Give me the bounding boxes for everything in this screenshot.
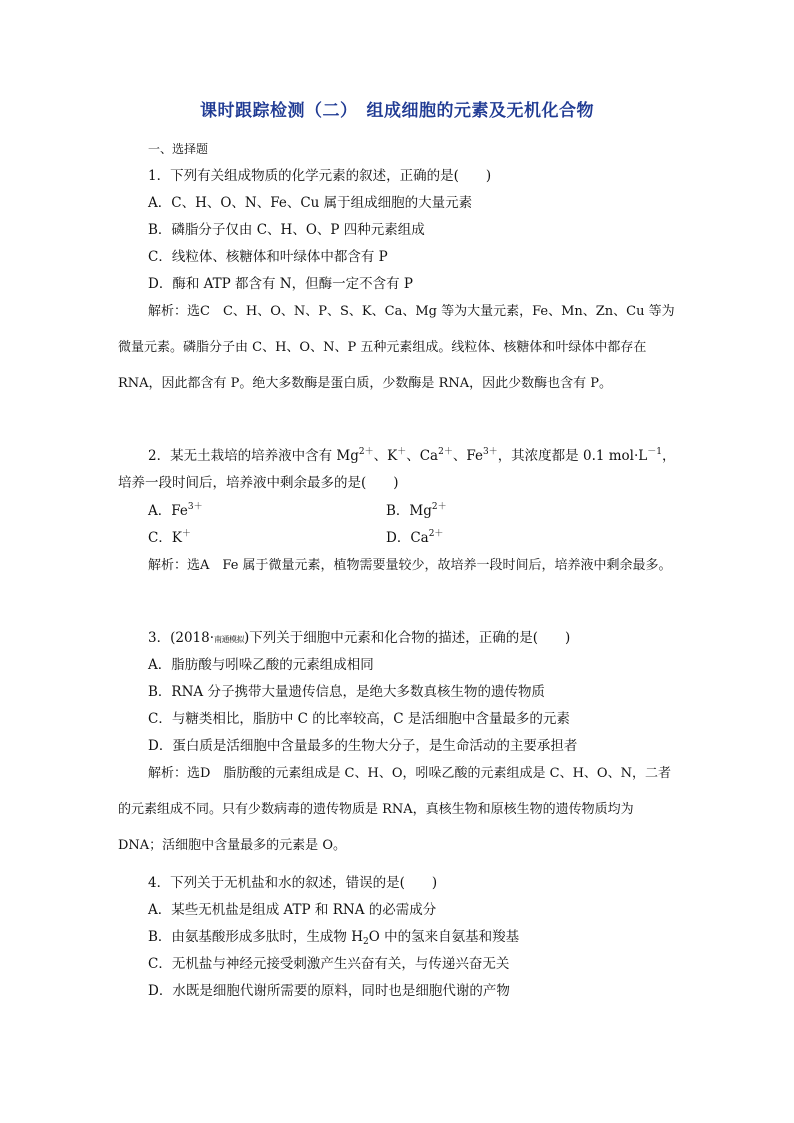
question-3-option-d: D．蛋白质是活细胞中含量最多的生物大分子，是生命活动的主要承担者 [148, 738, 578, 754]
q2-stem-end: ， [661, 448, 676, 464]
question-4-option-b: B．由氨基酸形成多肽时，生成物 $H_2O$ 中的氢来自氨基和羧基 [148, 929, 520, 947]
q2-stem-mid1: 、K [373, 448, 398, 464]
question-3-source: 南通模拟 [214, 635, 245, 644]
question-2-analysis: 解析：选A Fe 属于微量元素，植物需要量较少，故培养一段时间后，培养液中剩余最多。 [148, 558, 672, 573]
q2-stem-mid2: 、Ca [406, 448, 439, 464]
question-3-stem: 3．(2018·南通模拟)下列关于细胞中元素和化合物的描述，正确的是( ) [148, 630, 571, 646]
question-2-option-b: B．$Mg^{2+}$ [386, 502, 447, 519]
q2-stem-mid3: 、Fe [452, 448, 483, 464]
question-1-analysis: 解析：选C C、H、O、N、P、S、K、Ca、Mg 等为大量元素，Fe、Mn、Zn、Cu 等为微量元素。磷脂分子由 C、H、O、N、P 五种元素组成。线粒体、核糖体和叶绿体中都存在 RNA，因此都含有 P。绝大多数酶是蛋白质，少数酶是 RNA，因此少数酶也含有 P。 [118, 304, 675, 391]
question-4-option-d: D．水既是细胞代谢所需要的原料，同时也是细胞代谢的产物 [148, 983, 510, 999]
question-1-option-a: A．C、H、O、N、Fe、Cu 属于组成细胞的大量元素 [148, 195, 473, 211]
question-2-option-a: A．$Fe^{3+}$ [148, 502, 203, 519]
q2-sup-k: ＋ [397, 447, 407, 457]
question-3-analysis: 解析：选D 脂肪酸的元素组成是 C、H、O，吲哚乙酸的元素组成是 C、H、O、N，二者的元素组成不同。只有少数病毒的遗传物质是 RNA，真核生物和原核生物的遗传物质均为 DNA；活细胞中含量最多的元素是 O。 [118, 766, 671, 853]
question-3-option-a: A．脂肪酸与吲哚乙酸的元素组成相同 [148, 657, 374, 673]
section-heading: 一、选择题 [148, 142, 209, 156]
question-1-option-c: C．线粒体、核糖体和叶绿体中都含有 P [148, 249, 388, 265]
q2-sup-ca: 2＋ [438, 447, 453, 457]
q2-sup-mg: 2＋ [358, 447, 374, 457]
question-1-option-d: D．酶和 ATP 都含有 N，但酶一定不含有 P [148, 276, 413, 292]
q2-stem-post: ，其浓度都是 0.1 mol·L [497, 448, 648, 464]
question-1-option-b: B．磷脂分子仅由 C、H、O、P 四种元素组成 [148, 222, 425, 238]
question-2-stem [148, 444, 675, 464]
question-4-stem: 4．下列关于无机盐和水的叙述，错误的是( ) [148, 875, 438, 891]
question-2-stem-line2: 培养一段时间后，培养液中剩余最多的是( ) [118, 475, 399, 491]
question-2-option-c: C．K＋ [148, 529, 191, 546]
question-4-option-c: C．无机盐与神经元接受刺激产生兴奋有关，与传递兴奋无关 [148, 956, 510, 972]
question-4-option-a: A．某些无机盐是组成 ATP 和 RNA 的必需成分 [148, 902, 437, 918]
question-1-stem: 1．下列有关组成物质的化学元素的叙述，正确的是( ) [148, 168, 492, 184]
page-title: 课时跟踪检测（二） 组成细胞的元素及无机化合物 [200, 101, 594, 121]
question-3-option-b: B．RNA 分子携带大量遗传信息，是绝大多数真核生物的遗传物质 [148, 684, 545, 700]
q2-sup-unit: －1 [647, 447, 662, 457]
question-2-option-d: D．$Ca^{2+}$ [386, 529, 444, 546]
q2-sup-fe: 3＋ [482, 447, 498, 457]
q2-stem-pre: 2．某无土栽培的培养液中含有 Mg [148, 448, 359, 464]
question-3-option-c: C．与糖类相比，脂肪中 C 的比率较高，C 是活细胞中含量最多的元素 [148, 711, 570, 727]
